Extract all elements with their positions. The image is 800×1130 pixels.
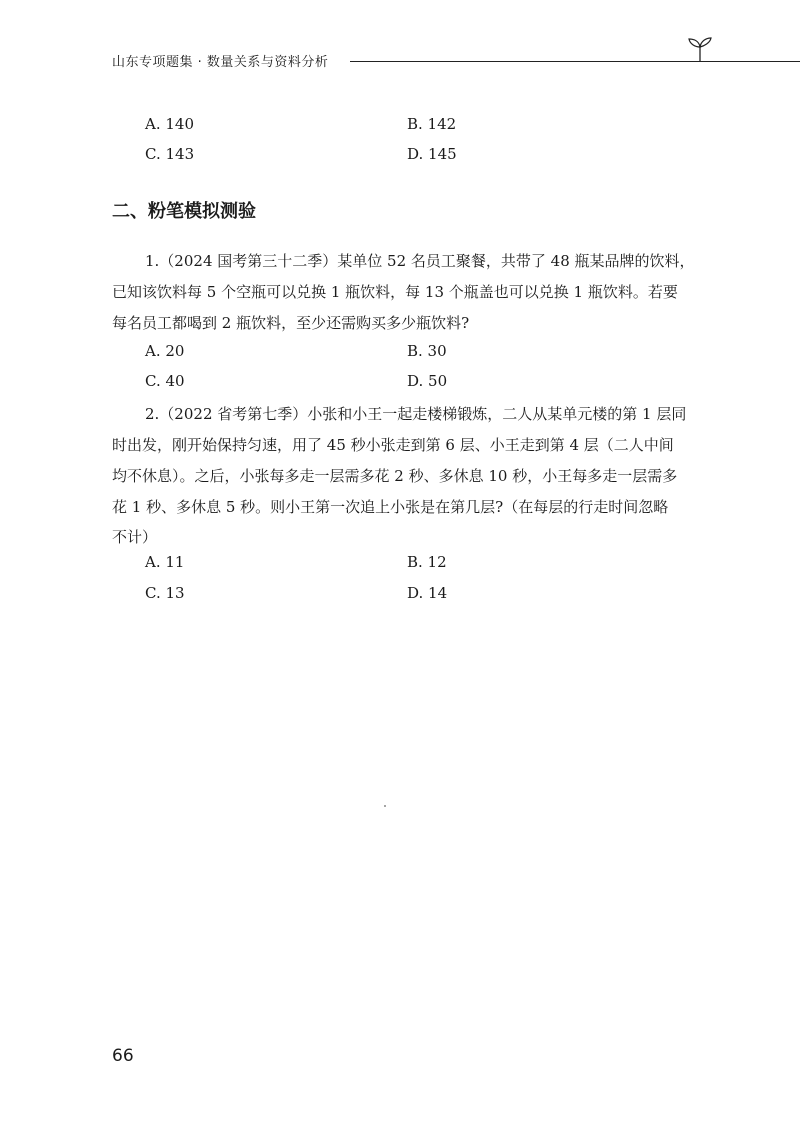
running-header — [112, 50, 712, 72]
header-rule — [350, 61, 800, 62]
sprout-icon — [685, 35, 715, 63]
question-2-line-4: 花 1 秒、多休息 5 秒。则小王第一次追上小张是在第几层?（在每层的行走时间忽略 — [112, 498, 669, 516]
question-1-line-1: 1.（2024 国考第三十二季）某单位 52 名员工聚餐，共带了 48 瓶某品牌的饮料， — [145, 252, 695, 270]
section-heading: 二、粉笔模拟测验 — [112, 201, 256, 222]
question-2-option-a: A. 11 — [145, 553, 185, 571]
question-2-line-5: 不计） — [112, 528, 158, 546]
page-number: 66 — [112, 1046, 134, 1066]
prev-option-c: C. 143 — [145, 145, 195, 163]
question-1-option-d: D. 50 — [407, 372, 448, 390]
question-1-line-2: 已知该饮料每 5 个空瓶可以兑换 1 瓶饮料，每 13 个瓶盖也可以兑换 1 瓶饮料。若要 — [112, 283, 678, 301]
question-2-option-d: D. 14 — [407, 584, 448, 602]
question-2-option-b: B. 12 — [407, 553, 447, 571]
prev-option-a: A. 140 — [145, 115, 194, 133]
question-2-line-1: 2.（2022 省考第七季）小张和小王一起走楼梯锻炼，二人从某单元楼的第 1 层同 — [145, 405, 687, 423]
question-1-line-3: 每名员工都喝到 2 瓶饮料，至少还需购买多少瓶饮料? — [112, 314, 470, 332]
question-2-line-3: 均不休息）。之后，小张每多走一层需多花 2 秒、多休息 10 秒，小王每多走一层需多 — [112, 467, 678, 485]
prev-option-d: D. 145 — [407, 145, 457, 163]
question-2-option-c: C. 13 — [145, 584, 185, 602]
question-1-option-a: A. 20 — [145, 342, 185, 360]
scan-speck — [384, 805, 386, 807]
question-1-option-b: B. 30 — [407, 342, 447, 360]
question-1-option-c: C. 40 — [145, 372, 185, 390]
header-title: 山东专项题集 · 数量关系与资料分析 — [112, 55, 329, 70]
prev-option-b: B. 142 — [407, 115, 457, 133]
question-2-line-2: 时出发，刚开始保持匀速，用了 45 秒小张走到第 6 层、小王走到第 4 层（二人中间 — [112, 436, 674, 454]
